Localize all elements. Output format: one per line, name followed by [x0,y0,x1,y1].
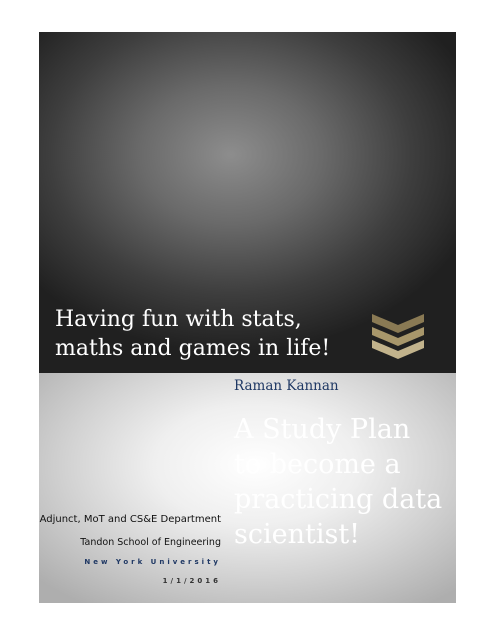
cover-date: 1/1/2016 [162,577,221,585]
subtitle-line-1: A Study Plan [234,414,411,445]
affiliation-department: Adjunct, MoT and CS&E Department [39,514,221,525]
title-line-1: Having fun with stats, [55,307,302,332]
author-name: Raman Kannan [234,378,339,394]
chevron-stack-icon [372,314,424,360]
affiliation-university: New York University [84,558,221,566]
document-title [55,305,355,363]
affiliation-school: Tandon School of Engineering [80,537,221,548]
subtitle-line-3: practicing data [234,484,443,515]
subtitle-line-2: to become a [234,449,401,480]
title-line-2: maths and games in life! [55,336,331,361]
subtitle-line-4: scientist! [234,519,361,550]
document-subtitle [234,412,456,552]
